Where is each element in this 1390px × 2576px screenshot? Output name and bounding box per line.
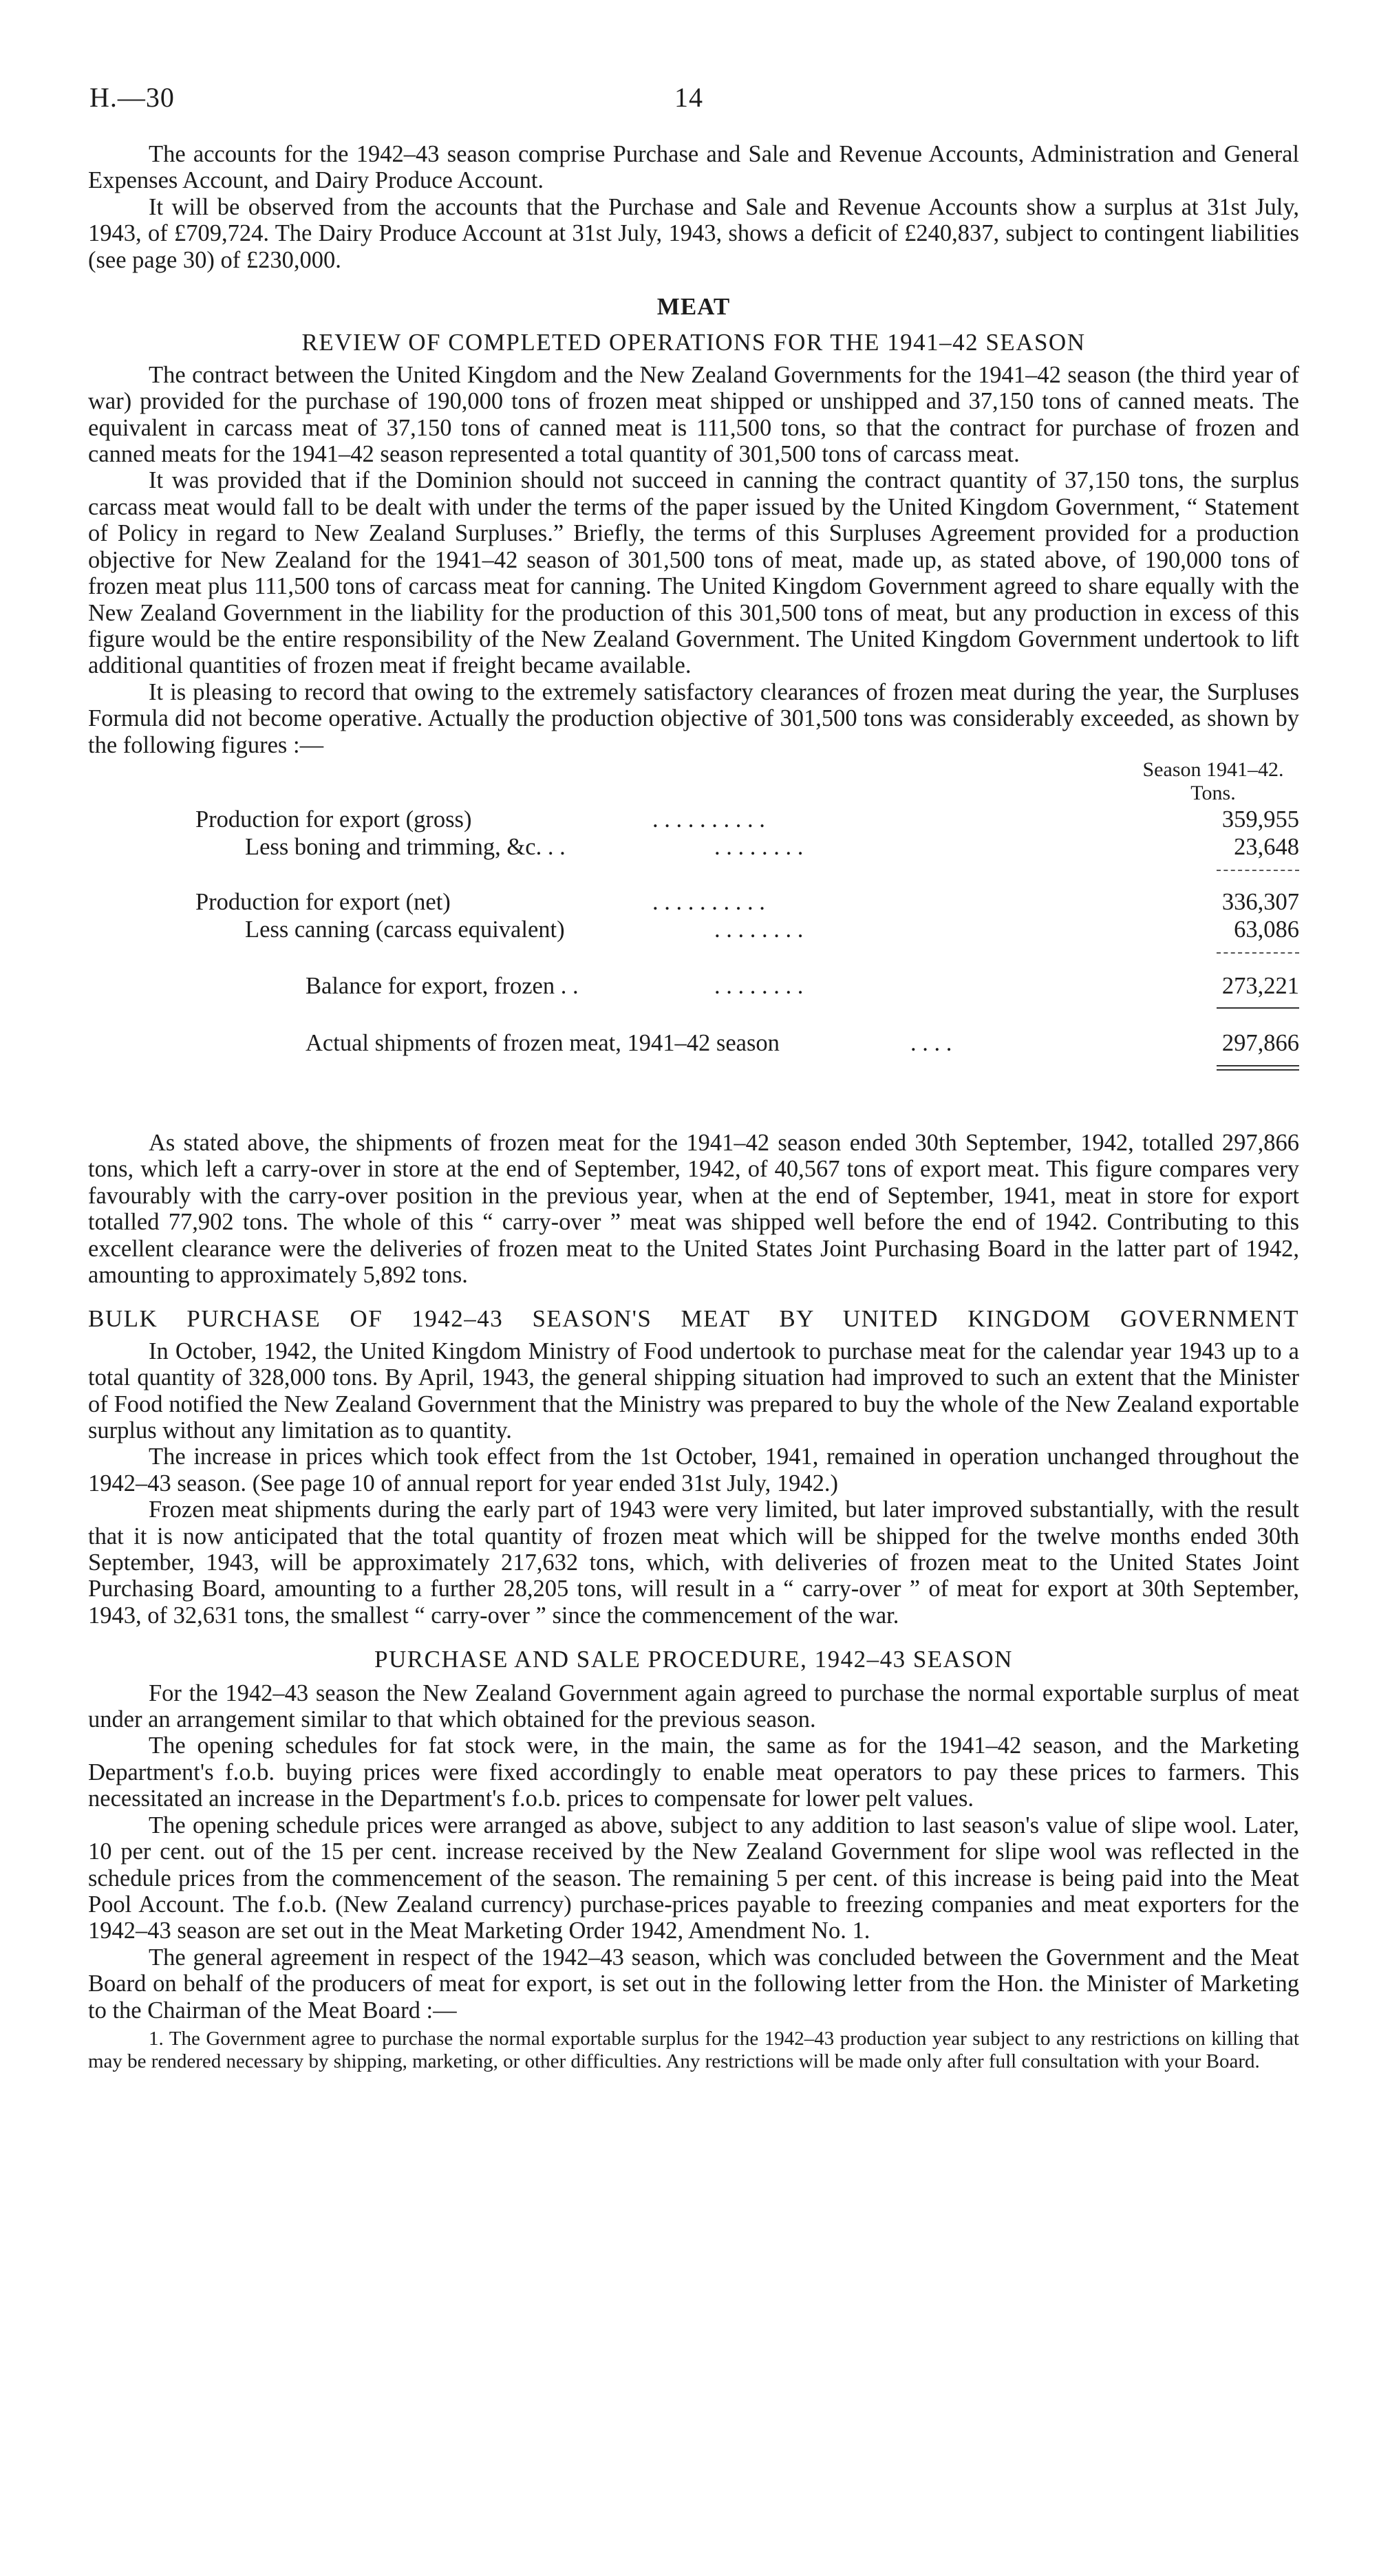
table-row-leader: . . . . bbox=[910, 1029, 952, 1056]
table-rule bbox=[1217, 1069, 1299, 1071]
intro-paragraph: It will be observed from the accounts that the Purchase and Sale and Revenue Accounts show a surplus at 31st July, 1943, of £709,724. The Dairy Produce Account at 31st July, 1943, shows a deficit of £240,837, subject to contingent liabilities (see page 30) of £230,000. bbox=[88, 193, 1299, 273]
table-row-value: 297,866 bbox=[1221, 1029, 1299, 1056]
table-rule bbox=[1217, 870, 1299, 871]
page-number: 14 bbox=[674, 82, 703, 113]
table-rule bbox=[1217, 1007, 1299, 1009]
intro-paragraph: The accounts for the 1942–43 season comprise Purchase and Sale and Revenue Accounts, Administration and General Expenses Account, and Dairy Produce Account. bbox=[88, 141, 1299, 194]
table-row-value: 23,648 bbox=[1234, 833, 1299, 860]
page-body bbox=[88, 141, 1299, 2073]
report-code: H.—30 bbox=[89, 82, 175, 113]
subheading-review: REVIEW OF COMPLETED OPERATIONS FOR THE 1941–42 SEASON bbox=[301, 329, 1086, 356]
bulk-paragraph: Frozen meat shipments during the early part of 1943 were very limited, but later improved substantially, with the result that it is now anticipated that the total quantity of frozen meat which will be shipped for the twelve months ended 30th September, 1943, will be approximately 217,632 tons, which, with deliveries of frozen meat to the United States Joint Purchasing Board, amounting to a further 28,205 tons, will result in a “ carry-over ” of meat for export at 30th September, 1943, of 32,631 tons, the smallest “ carry-over ” since the commencement of the war. bbox=[88, 1496, 1299, 1629]
purchase-paragraph: The general agreement in respect of the 1942–43 season, which was concluded between the Government and the Meat Board on behalf of the producers of meat for export, is set out in the following letter from the Hon. the Minister of Marketing to the Chairman of the Meat Board :— bbox=[88, 1944, 1299, 2024]
table-column-head-unit: Tons. bbox=[1190, 781, 1236, 804]
table-row-label: Less boning and trimming, &c. . . bbox=[245, 833, 566, 860]
table-row-label: Less canning (carcass equivalent) bbox=[245, 916, 565, 943]
table-rule bbox=[1217, 1065, 1299, 1066]
review-paragraph: The contract between the United Kingdom and the New Zealand Governments for the 1941–42 season (the third year of war) provided for the purchase of 190,000 tons of frozen meat shipped or unshipped and 37,150 tons of canned meats. The equivalent in carcass meat of 37,150 tons of canned meat is 111,500 tons, so that the contract for purchase of frozen and canned meats for the 1941–42 season represented a total quantity of 301,500 tons of carcass meat. bbox=[88, 361, 1299, 468]
table-row-leader: . . . . . . . . . . bbox=[652, 888, 765, 915]
purchase-paragraph: The opening schedule prices were arranged as above, subject to any addition to last season's value of slipe wool. Later, 10 per cent. out of the 15 per cent. increase received by the New Zealand Government for slipe wool was reflected in the schedule prices from the commencement of the season. The remaining 5 per cent. of this increase is being paid into the Meat Pool Account. The f.o.b. (New Zealand currency) purchase-prices payable to freezing companies and meat exporters for the 1942–43 season are set out in the Meat Marketing Order 1942, Amendment No. 1. bbox=[88, 1812, 1299, 1944]
production-table bbox=[88, 758, 1299, 1130]
table-row-label: Production for export (net) bbox=[195, 888, 451, 915]
table-row-label: Production for export (gross) bbox=[195, 806, 472, 833]
purchase-paragraph: For the 1942–43 season the New Zealand Government again agreed to purchase the normal exportable surplus of meat under an arrangement similar to that which obtained for the previous season. bbox=[88, 1679, 1299, 1733]
table-row-value: 359,955 bbox=[1221, 806, 1299, 833]
review-paragraph: It is pleasing to record that owing to the extremely satisfactory clearances of frozen meat during the year, the Surpluses Formula did not become operative. Actually the production objective of 301,500 tons was considerably exceeded, as shown by the following figures :— bbox=[88, 678, 1299, 758]
table-row-value: 336,307 bbox=[1221, 888, 1299, 915]
table-column-head-season: Season 1941–42. bbox=[1142, 758, 1284, 781]
table-row-leader: . . . . . . . . bbox=[714, 833, 804, 860]
table-row-leader: . . . . . . . . . . bbox=[652, 806, 765, 833]
table-row-label: Actual shipments of frozen meat, 1941–42 season bbox=[306, 1029, 780, 1056]
subheading-purchase-procedure: PURCHASE AND SALE PROCEDURE, 1942–43 SEASON bbox=[374, 1646, 1013, 1673]
carry-over-paragraph: As stated above, the shipments of frozen meat for the 1941–42 season ended 30th September, 1942, totalled 297,866 tons, which left a carry-over in store at the end of September, 1942, of 40,567 tons of export meat. This figure compares very favourably with the carry-over position in the previous year, when at the end of September, 1941, meat in store for export totalled 77,902 tons. The whole of this “ carry-over ” meat was shipped well before the end of 1942. Contributing to this excellent clearance were the deliveries of frozen meat to the United States Joint Purchasing Board in the latter part of 1942, amounting to approximately 5,892 tons. bbox=[88, 1129, 1299, 1288]
bulk-paragraph: In October, 1942, the United Kingdom Ministry of Food undertook to purchase meat for the calendar year 1943 up to a total quantity of 328,000 tons. By April, 1943, the general shipping situation had improved to such an extent that the Minister of Food notified the New Zealand Government that the Ministry was prepared to buy the whole of the New Zealand exportable surplus without any limitation as to quantity. bbox=[88, 1338, 1299, 1443]
table-row-leader: . . . . . . . . bbox=[714, 972, 804, 999]
table-row-label: Balance for export, frozen . . bbox=[306, 972, 579, 999]
table-rule bbox=[1217, 952, 1299, 954]
subheading-bulk-purchase: BULK PURCHASE OF 1942–43 SEASON'S MEAT BY UNITED KINGDOM GOVERNMENT bbox=[88, 1305, 1299, 1333]
section-heading-meat: MEAT bbox=[656, 293, 731, 321]
table-row-value: 63,086 bbox=[1234, 916, 1299, 943]
table-row-value: 273,221 bbox=[1221, 972, 1299, 999]
table-row-leader: . . . . . . . . bbox=[714, 916, 804, 943]
review-paragraph: It was provided that if the Dominion should not succeed in canning the contract quantity of 37,150 tons, the surplus carcass meat would fall to be dealt with under the terms of the paper issued by the United Kingdom Government, “ Statement of Policy in regard to New Zealand Surpluses.” Briefly, the terms of this Surpluses Agreement provided for a production objective for New Zealand for the 1941–42 season of 301,500 tons of meat, made up, as stated above, of 190,000 tons of frozen meat plus 111,500 tons of carcass meat for canning. The United Kingdom Government agreed to share equally with the New Zealand Government in the liability for the production of this 301,500 tons of meat, but any production in excess of this figure would be the entire responsibility of the New Zealand Government. The United Kingdom Government undertook to lift additional quantities of frozen meat if freight became available. bbox=[88, 467, 1299, 679]
agreement-clause: 1. The Government agree to purchase the normal exportable surplus for the 1942–43 production year subject to any restrictions on killing that may be rendered necessary by shipping, marketing, or other difficulties. Any restrictions will be made only after full consultation with your Board. bbox=[88, 2027, 1299, 2072]
purchase-paragraph: The opening schedules for fat stock were, in the main, the same as for the 1941–42 season, and the Marketing Department's f.o.b. buying prices were fixed accordingly to enable meat operators to pay these prices to farmers. This necessitated an increase in the Department's f.o.b. prices to compensate for lower pelt values. bbox=[88, 1732, 1299, 1812]
bulk-paragraph: The increase in prices which took effect from the 1st October, 1941, remained in operation unchanged throughout the 1942–43 season. (See page 10 of annual report for year ended 31st July, 1942.) bbox=[88, 1443, 1299, 1496]
